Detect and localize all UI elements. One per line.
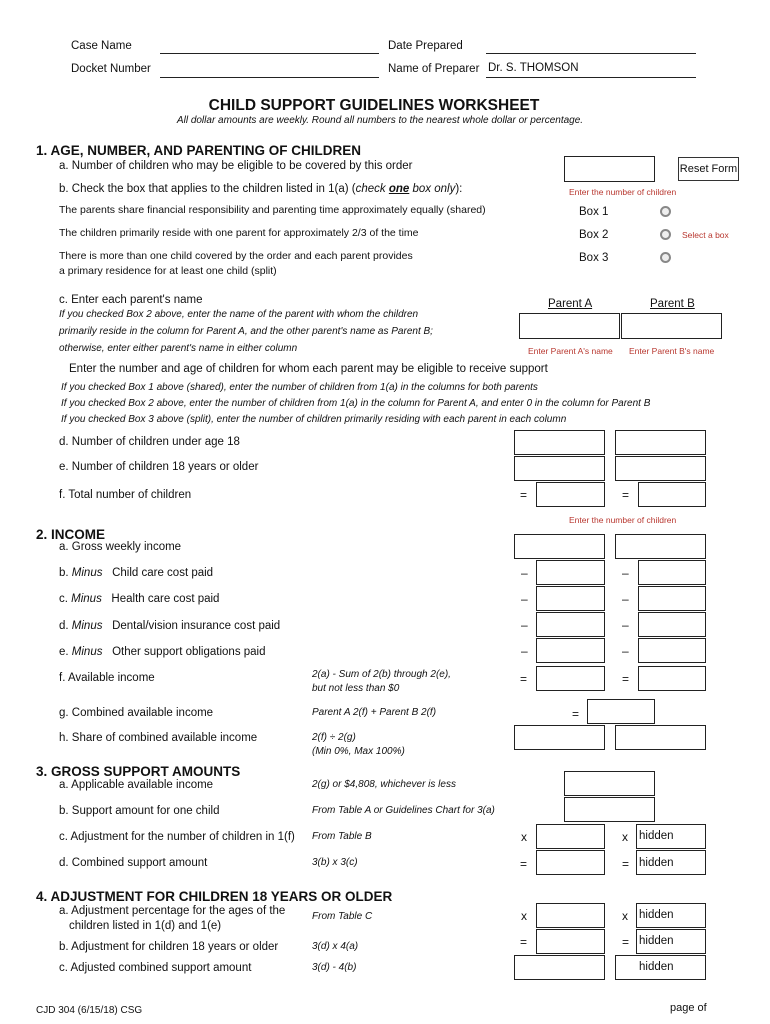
s4b-note: 3(d) x 4(a)	[312, 941, 359, 952]
box3-radio[interactable]	[660, 252, 671, 263]
s1d-parent-a-input[interactable]	[514, 430, 605, 455]
page-subtitle: All dollar amounts are weekly. Round all numbers to the nearest whole dollar or percentage.	[176, 115, 584, 126]
case-name-field[interactable]	[160, 53, 379, 54]
s4a-times-b: x	[622, 909, 628, 923]
select-box-hint: Select a box	[682, 230, 729, 240]
s2c-parent-b-input[interactable]	[638, 586, 706, 611]
parent-a-hint: Enter Parent A's name	[528, 346, 613, 356]
s2f-parent-b-output	[638, 666, 706, 691]
s1e-parent-a-input[interactable]	[514, 456, 605, 481]
name-of-preparer-value[interactable]: Dr. S. THOMSON	[488, 62, 579, 74]
s4a-label-line2: children listed in 1(d) and 1(e)	[69, 920, 222, 932]
total-children-hint: Enter the number of children	[569, 515, 677, 525]
s2h-label: h. Share of combined available income	[59, 732, 258, 744]
box3-label: Box 3	[579, 252, 609, 264]
s4a-note: From Table C	[312, 911, 373, 922]
parent-a-name-input[interactable]	[519, 313, 620, 339]
s2f-equals-a: =	[520, 672, 528, 686]
box2-description: The children primarily reside with one parent for approximately 2/3 of the time	[59, 227, 419, 239]
s2b-minus-a: –	[521, 566, 528, 580]
s3d-equals-b: =	[622, 857, 630, 871]
box3-description-line2: a primary residence for at least one child (split)	[59, 265, 277, 277]
s4b-hidden-text: hidden	[639, 935, 674, 947]
s4b-equals-a: =	[520, 935, 528, 949]
s2h-parent-b-output	[615, 725, 706, 750]
s2e-minus-a: –	[521, 644, 528, 658]
children-count-hint: Enter the number of children	[569, 187, 677, 197]
box1-label: Box 1	[579, 206, 609, 218]
parent-b-hint: Enter Parent B's name	[629, 346, 715, 356]
box3-description-line1: There is more than one child covered by the order and each parent provides	[59, 250, 413, 262]
s3d-equals-a: =	[520, 857, 528, 871]
s3a-output	[564, 771, 655, 796]
s2d-minus-b: –	[622, 618, 629, 632]
case-name-label: Case Name	[71, 40, 132, 52]
note-box2: If you checked Box 2 above, enter the number of children from 1(a) in the column for Parent A, and enter 0 in the column for Parent B	[61, 398, 651, 409]
name-of-preparer-field[interactable]	[486, 77, 696, 78]
section2-heading: 2. INCOME	[36, 527, 106, 542]
s2d-minus-a: –	[521, 618, 528, 632]
date-prepared-field[interactable]	[486, 53, 696, 54]
s3c-hidden-text: hidden	[639, 830, 674, 842]
s4a-parent-a-input[interactable]	[536, 903, 605, 928]
s3c-parent-a-input[interactable]	[536, 824, 605, 849]
s2c-minus-a: –	[521, 592, 528, 606]
s4c-hidden-text: hidden	[639, 961, 674, 973]
date-prepared-label: Date Prepared	[388, 40, 463, 52]
s2f-equals-b: =	[622, 672, 630, 686]
s2g-equals: =	[572, 707, 580, 721]
s2f-note1: 2(a) - Sum of 2(b) through 2(e),	[312, 669, 451, 680]
s2e-parent-b-input[interactable]	[638, 638, 706, 663]
note-box3: If you checked Box 3 above (split), enter the number of children primarily residing with each parent in each column	[61, 414, 567, 425]
s2f-note2: but not less than $0	[312, 683, 400, 694]
s2c-label: c. Minus Health care cost paid	[59, 593, 220, 605]
s2e-parent-a-input[interactable]	[536, 638, 605, 663]
s4b-equals-b: =	[622, 935, 630, 949]
s1d-parent-b-input[interactable]	[615, 430, 706, 455]
s2c-parent-a-input[interactable]	[536, 586, 605, 611]
s3a-label: a. Applicable available income	[59, 779, 214, 791]
page-of: page of	[670, 1002, 707, 1014]
s1f-label: f. Total number of children	[59, 489, 192, 501]
parent-b-name-input[interactable]	[621, 313, 722, 339]
s4a-times-a: x	[521, 909, 527, 923]
s3b-label: b. Support amount for one child	[59, 805, 220, 817]
s3b-input[interactable]	[564, 797, 655, 822]
s4c-parent-a-output	[514, 955, 605, 980]
s2f-parent-a-output	[536, 666, 605, 691]
s1c-note3: otherwise, enter either parent's name in either column	[59, 343, 298, 354]
s1e-label: e. Number of children 18 years or older	[59, 461, 259, 473]
s3c-times-a: x	[521, 830, 527, 844]
s2g-note: Parent A 2(f) + Parent B 2(f)	[312, 707, 437, 718]
name-of-preparer-label: Name of Preparer	[388, 63, 480, 75]
s2b-minus-b: –	[622, 566, 629, 580]
s1f-parent-a-output	[536, 482, 605, 507]
s2g-combined-output	[587, 699, 655, 724]
section1-heading: 1. AGE, NUMBER, AND PARENTING OF CHILDREN	[36, 143, 362, 158]
parent-b-heading: Parent B	[650, 298, 695, 310]
s2a-parent-a-input[interactable]	[514, 534, 605, 559]
s4a-hidden-text: hidden	[639, 909, 674, 921]
note-box1: If you checked Box 1 above (shared), enter the number of children from 1(a) in the columns for both parents	[61, 382, 538, 393]
s4b-label: b. Adjustment for children 18 years or older	[59, 941, 279, 953]
s2h-note1: 2(f) ÷ 2(g)	[312, 732, 356, 743]
s4b-parent-a-output	[536, 929, 605, 954]
s2c-minus-b: –	[622, 592, 629, 606]
s3d-parent-a-output	[536, 850, 605, 875]
s1c-note2: primarily reside in the column for Parent A, and the other parent's name as Parent B;	[59, 326, 433, 337]
s2e-minus-b: –	[622, 644, 629, 658]
docket-number-label: Docket Number	[71, 63, 151, 75]
s3d-note: 3(b) x 3(c)	[312, 857, 358, 868]
s3a-note: 2(g) or $4,808, whichever is less	[312, 779, 456, 790]
s1c-label: c. Enter each parent's name	[59, 294, 203, 306]
reset-form-button[interactable]: Reset Form	[678, 157, 739, 181]
docket-number-field[interactable]	[160, 77, 379, 78]
s1f-equals-a: =	[520, 488, 528, 502]
s4a-label-line1: a. Adjustment percentage for the ages of the	[59, 905, 286, 917]
s1c-note1: If you checked Box 2 above, enter the name of the parent with whom the children	[59, 309, 419, 320]
box2-label: Box 2	[579, 229, 609, 241]
s2h-parent-a-output	[514, 725, 605, 750]
s2b-label: b. Minus Child care cost paid	[59, 567, 214, 579]
s3d-label: d. Combined support amount	[59, 857, 208, 869]
section4-heading: 4. ADJUSTMENT FOR CHILDREN 18 YEARS OR OLDER	[36, 889, 393, 904]
s4c-note: 3(d) - 4(b)	[312, 962, 357, 973]
s1a-label: a. Number of children who may be eligible to be covered by this order	[59, 160, 413, 172]
s2a-label: a. Gross weekly income	[59, 541, 182, 553]
parent-a-heading: Parent A	[548, 298, 593, 310]
enter-number-age-text: Enter the number and age of children for whom each parent may be eligible to receive support	[69, 363, 548, 375]
s2a-parent-b-input[interactable]	[615, 534, 706, 559]
s3c-label: c. Adjustment for the number of children in 1(f)	[59, 831, 295, 843]
s2f-label: f. Available income	[59, 672, 155, 684]
s2b-parent-a-input[interactable]	[536, 560, 605, 585]
form-id: CJD 304 (6/15/18) CSG	[36, 1005, 143, 1016]
s1e-parent-b-input[interactable]	[615, 456, 706, 481]
s3d-hidden-text: hidden	[639, 857, 674, 869]
page-title: CHILD SUPPORT GUIDELINES WORKSHEET	[208, 97, 540, 114]
s2e-label: e. Minus Other support obligations paid	[59, 646, 266, 658]
box1-description: The parents share financial responsibility and parenting time approximately equally (shared)	[59, 204, 486, 216]
s4c-label: c. Adjusted combined support amount	[59, 962, 252, 974]
s2b-parent-b-input[interactable]	[638, 560, 706, 585]
section3-heading: 3. GROSS SUPPORT AMOUNTS	[36, 764, 241, 779]
s3c-note: From Table B	[312, 831, 372, 842]
s2h-note2: (Min 0%, Max 100%)	[312, 746, 405, 757]
s2g-label: g. Combined available income	[59, 707, 214, 719]
s3b-note: From Table A or Guidelines Chart for 3(a)	[312, 805, 495, 816]
box2-radio[interactable]	[660, 229, 671, 240]
s1d-label: d. Number of children under age 18	[59, 436, 240, 448]
s1f-parent-b-output	[638, 482, 706, 507]
s3c-times-b: x	[622, 830, 628, 844]
s1b-label: b. Check the box that applies to the children listed in 1(a) (check one box only):	[59, 183, 463, 195]
s2d-label: d. Minus Dental/vision insurance cost paid	[59, 620, 281, 632]
s2d-parent-b-input[interactable]	[638, 612, 706, 637]
children-count-input[interactable]	[564, 156, 655, 182]
s1f-equals-b: =	[622, 488, 630, 502]
box1-radio[interactable]	[660, 206, 671, 217]
s2d-parent-a-input[interactable]	[536, 612, 605, 637]
